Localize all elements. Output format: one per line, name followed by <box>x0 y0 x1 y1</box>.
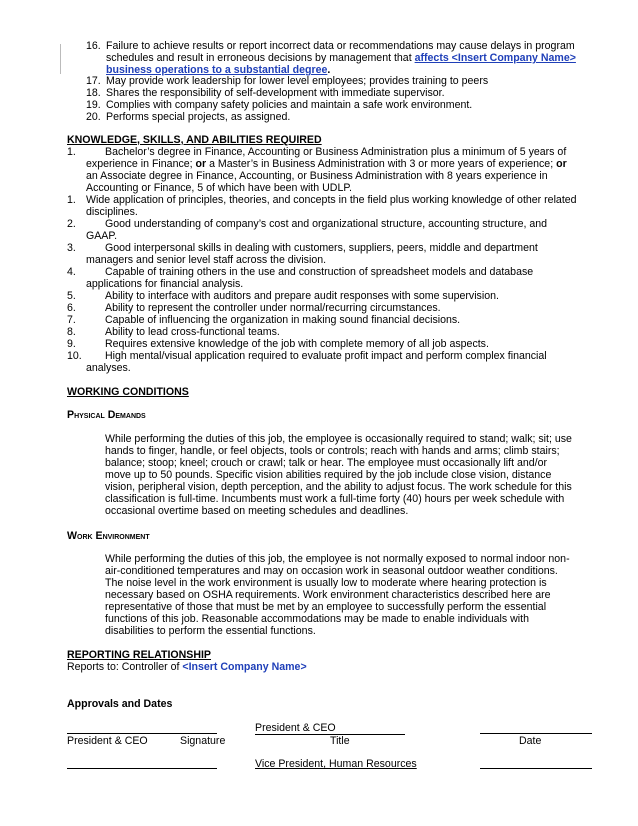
duty-16-line-2 <box>106 52 576 64</box>
ksa-9-number: 9. <box>67 338 76 350</box>
physical-line: move up to 50 pounds. Specific vision abilities required by the job include close vision, distance <box>105 469 552 481</box>
physical-line: While performing the duties of this job, the employee is occasionally required to stand; walk; sit; use <box>105 433 572 445</box>
ksa-10-line-1: High mental/visual application required to evaluate profit impact and perform complex financial <box>105 350 547 362</box>
physical-demands-title: Physical Demands <box>67 409 146 421</box>
ksa-6-text: Ability to represent the controller under normal/recurring circumstances. <box>105 302 441 314</box>
ksa-1-or-2: or <box>556 158 567 170</box>
duty-16-line-1: Failure to achieve results or report incorrect data or recommendations may cause delays in program <box>106 40 575 52</box>
working-conditions-heading: WORKING CONDITIONS <box>67 386 189 398</box>
signature-line[interactable] <box>67 733 217 734</box>
duty-17-number: 17. <box>86 75 101 87</box>
ksa-1b-number: 1. <box>67 194 76 206</box>
env-line: While performing the duties of this job, the employee is not normally exposed to normal indoor non- <box>105 553 570 565</box>
ksa-5-text: Ability to interface with auditors and prepare audit responses with some supervision. <box>105 290 499 302</box>
physical-line: balance; stoop; kneel; crouch or crawl; talk or hear. The employee must occasionally lift and/or <box>105 457 548 469</box>
ksa-1-line-3: an Associate degree in Finance, Accounting, or Business Administration with 8 years experience in <box>86 170 548 182</box>
physical-line: classification is full-time. Incumbents must work a full-time forty (40) hours per week schedule with <box>105 493 565 505</box>
duty-16-line-2-text: schedules and result in erroneous decisions by management that <box>106 52 415 64</box>
ksa-2-line-2: GAAP. <box>86 230 118 242</box>
ksa-1-number: 1. <box>67 146 76 158</box>
duty-19-text: Complies with company safety policies and maintain a safe work environment. <box>106 99 473 111</box>
env-line: The noise level in the work environment is usually low to moderate where hearing protection is <box>105 577 547 589</box>
title-label: Title <box>330 735 350 747</box>
title-value-1[interactable]: President & CEO <box>255 722 405 735</box>
ksa-4-number: 4. <box>67 266 76 278</box>
ksa-3-line-1: Good interpersonal skills in dealing with customers, suppliers, peers, middle and department <box>105 242 538 254</box>
work-environment-title: Work Environment <box>67 530 150 542</box>
ksa-8-number: 8. <box>67 326 76 338</box>
approver-name-label: President & CEO <box>67 735 148 747</box>
ksa-4-line-1: Capable of training others in the use and construction of spreadsheet models and database <box>105 266 534 278</box>
ksa-2-line-1: Good understanding of company’s cost and organizational structure, accounting structure, and <box>105 218 548 230</box>
business-operations-link[interactable]: business operations to a substantial degree <box>106 64 328 76</box>
revision-margin-bar <box>60 44 61 74</box>
duty-19-number: 19. <box>86 99 101 111</box>
reports-to-label: Reports to: Controller of <box>67 661 183 673</box>
ksa-1-line-2b: a Master’s in Business Administration with 3 or more years of experience; <box>206 158 557 170</box>
ksa-4-line-2: applications for financial analysis. <box>86 278 244 290</box>
duty-18-text: Shares the responsibility of self-development with immediate supervisor. <box>106 87 445 99</box>
physical-line: hands to finger, handle, or feel objects, tools or controls; reach with hands and arms; climb stairs; <box>105 445 560 457</box>
ksa-1b-line-2: disciplines. <box>86 206 138 218</box>
env-line: air-conditioned temperatures and may on occasion work in seasonal outdoor weather conditions. <box>105 565 558 577</box>
ksa-10-number: 10. <box>67 350 82 362</box>
env-line: necessary based on OSHA requirements. Work environment characteristics described here are <box>105 589 551 601</box>
duty-16-period: . <box>327 64 331 76</box>
approvals-heading: Approvals and Dates <box>67 698 173 710</box>
ksa-8-text: Ability to lead cross-functional teams. <box>105 326 280 338</box>
ksa-7-text: Capable of influencing the organization in making sound financial decisions. <box>105 314 461 326</box>
signature-line[interactable] <box>67 768 217 769</box>
ksa-1-line-1: Bachelor’s degree in Finance, Accounting or Business Administration plus a minimum of 5 years of <box>105 146 567 158</box>
ksa-1-line-2 <box>86 158 567 170</box>
physical-line: vision, peripheral vision, depth perception, and the ability to adjust focus. The work schedule for this <box>105 481 572 493</box>
duty-20-text: Performs special projects, as assigned. <box>106 111 291 123</box>
ksa-1-line-4: Accounting or Finance, 5 of which have been with UDLP. <box>86 182 352 194</box>
ksa-9-text: Requires extensive knowledge of the job with complete memory of all job aspects. <box>105 338 489 350</box>
ksa-1-line-2a: experience in Finance; <box>86 158 196 170</box>
ksa-10-line-2: analyses. <box>86 362 131 374</box>
title-value-2[interactable]: Vice President, Human Resources <box>255 758 417 770</box>
duty-20-number: 20. <box>86 111 101 123</box>
ksa-7-number: 7. <box>67 314 76 326</box>
date-line[interactable] <box>480 733 592 734</box>
reports-to-company[interactable]: <Insert Company Name> <box>182 661 307 673</box>
ksa-3-number: 3. <box>67 242 76 254</box>
insert-company-link[interactable]: affects <Insert Company Name> <box>414 52 576 64</box>
ksa-1-or-1: or <box>195 158 207 170</box>
env-line: representative of those that must be met by an employee to successfully perform the essential <box>105 601 547 613</box>
reports-to-line <box>67 661 307 673</box>
ksa-2-number: 2. <box>67 218 76 230</box>
duty-18-number: 18. <box>86 87 101 99</box>
env-line: disabilities to perform the essential functions. <box>105 625 316 637</box>
ksa-3-line-2: managers and senior level staff across the division. <box>86 254 327 266</box>
duty-16-number: 16. <box>86 40 101 52</box>
reporting-heading: REPORTING RELATIONSHIP <box>67 649 212 661</box>
date-line[interactable] <box>480 768 592 769</box>
env-line: functions of this job. Reasonable accommodations may be made to enable individuals with <box>105 613 529 625</box>
ksa-5-number: 5. <box>67 290 76 302</box>
signature-label: Signature <box>180 735 226 747</box>
date-label: Date <box>519 735 542 747</box>
ksa-6-number: 6. <box>67 302 76 314</box>
physical-line: occasional overtime based on meeting schedules and deadlines. <box>105 505 409 517</box>
ksa-heading: KNOWLEDGE, SKILLS, AND ABILITIES REQUIRED <box>67 134 322 146</box>
ksa-1b-line-1: Wide application of principles, theories, and concepts in the field plus working knowledge of other related <box>86 194 577 206</box>
duty-17-text: May provide work leadership for lower level employees; provides training to peers <box>106 75 489 87</box>
